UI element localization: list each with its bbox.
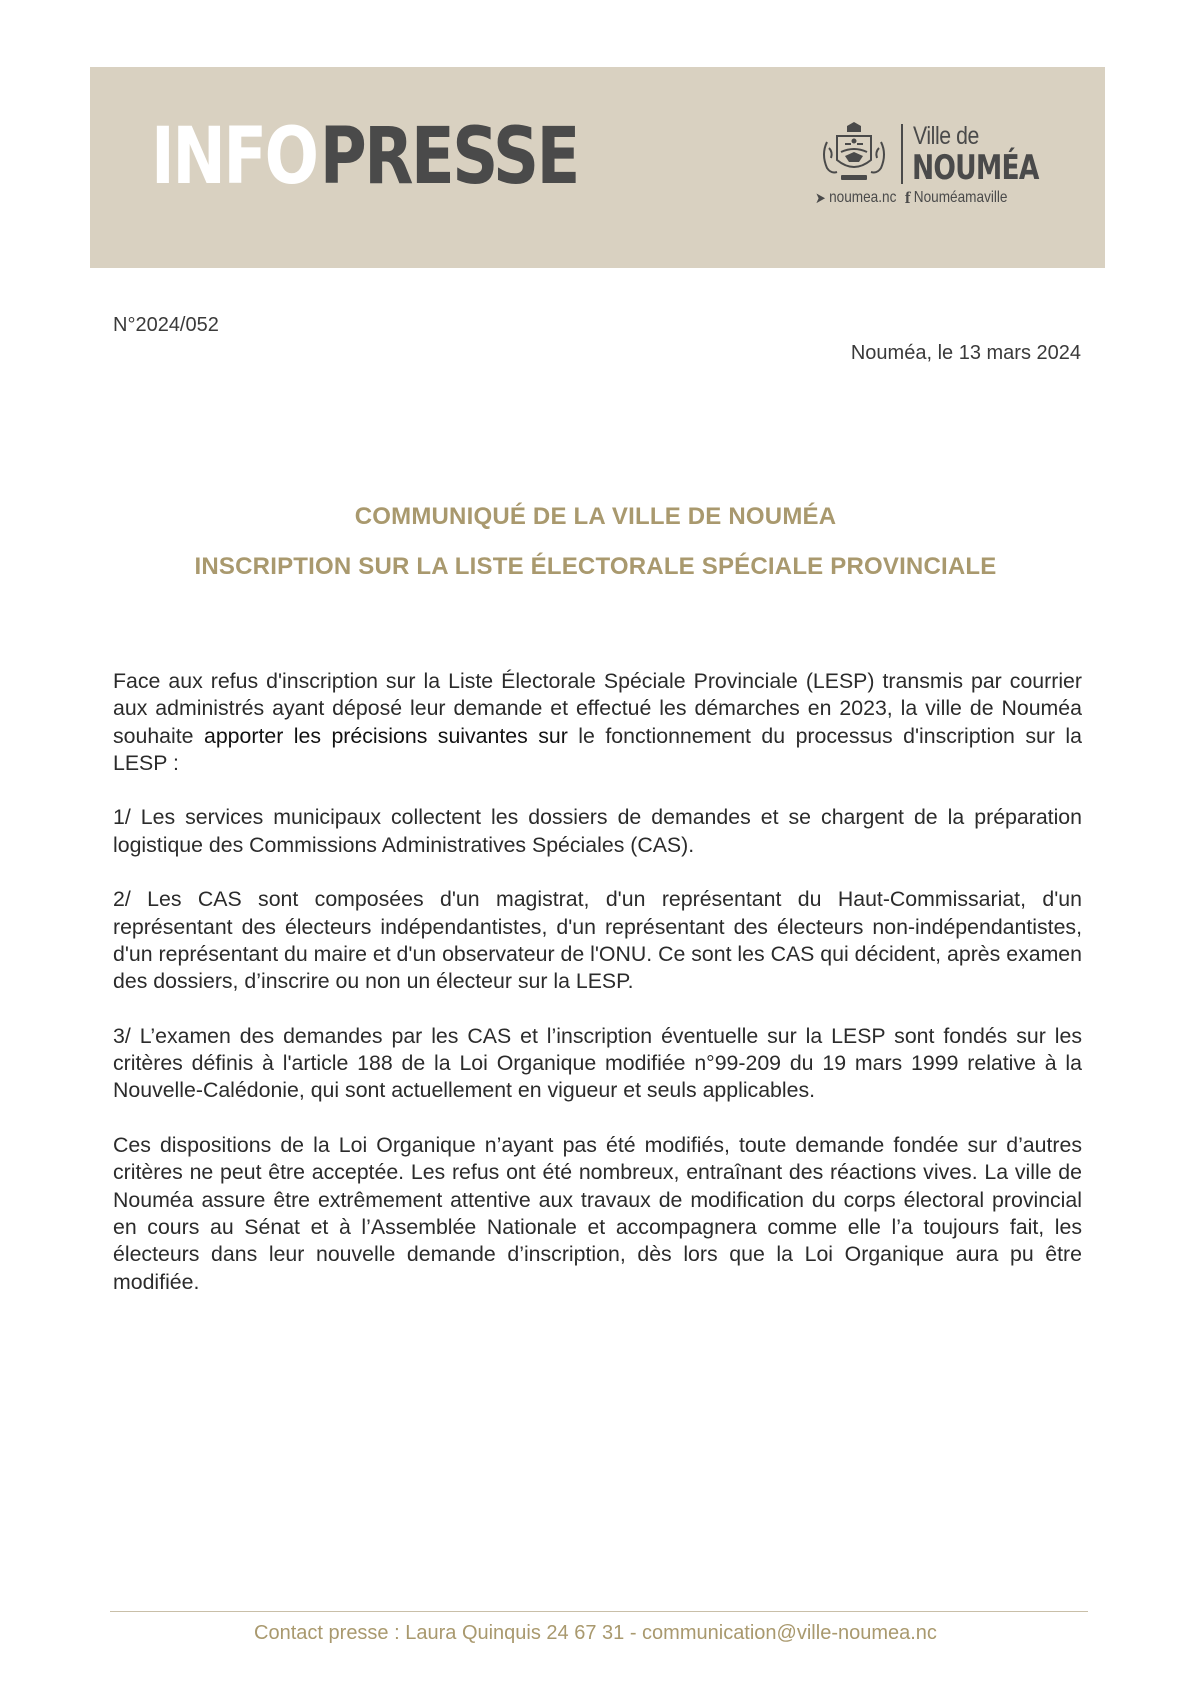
subject-title: INSCRIPTION SUR LA LISTE ÉLECTORALE SPÉCIALE PROVINCIALE — [194, 553, 997, 580]
press-release-body — [113, 668, 1082, 1323]
intro-text-start: Face aux refus d'inscription sur la Liste Électorale Spéciale Provinciale (LESP) transmis par courrier aux administrés ayant déposé leur demande et effectué les démarches en 2023, la ville de Nouméa souhaite — [113, 669, 1082, 748]
intro-text-end: le fonctionnement du processus d'inscription sur la LESP : — [113, 723, 1082, 775]
arrow-icon: ➤ — [815, 190, 826, 207]
info-presse-logo — [151, 112, 578, 202]
intro-emphasis: apporter les précisions suivantes sur — [203, 723, 568, 748]
ville-de-noumea-logo — [815, 122, 1065, 212]
footer-divider — [110, 1611, 1088, 1612]
communique-title: COMMUNIQUÉ DE LA VILLE DE NOUMÉA — [354, 503, 837, 530]
conclusion-paragraph: Ces dispositions de la Loi Organique n’ayant pas été modifiés, toute demande fondée sur d’autres critères ne peut être acceptée. Les refus ont été nombreux, entraînant des réactions vives. La ville de Nouméa assure être extrêmement attentive aux travaux de modification du corps électoral provincial en cours au Sénat et à l’Assemblée Nationale et accompagnera comme elle l’a toujours fait, les électeurs dans leur nouvelle demande d’inscription, dès lors que la Loi Organique aura pu être modifiée. — [113, 1133, 1082, 1294]
date-line: Nouméa, le 13 mars 2024 — [850, 342, 1081, 364]
point-2-paragraph: 2/ Les CAS sont composées d'un magistrat, d'un représentant du Haut-Commissariat, d'un représentant des électeurs indépendantistes, d'un représentant des électeurs non-indépendantistes, d'un représentant du maire et d'un observateur de l'ONU. Ce sont les CAS qui décident, après examen des dossiers, d’inscrire ou non un électeur sur la LESP. — [113, 887, 1082, 994]
intro-paragraph — [113, 668, 1082, 777]
brand-presse: PRESSE — [319, 112, 578, 202]
facebook-icon: f — [904, 189, 911, 207]
logo-divider — [901, 124, 903, 184]
point-1-paragraph: 1/ Les services municipaux collectent les dossiers de demandes et se chargent de la préparation logistique des Commissions Administratives Spéciales (CAS). — [113, 805, 1082, 857]
city-crest-icon — [815, 122, 893, 184]
logo-links — [815, 189, 1036, 207]
website-link[interactable]: noumea.nc — [829, 189, 897, 206]
facebook-link[interactable]: Nouméamaville — [913, 189, 1008, 206]
logo-noumea: NOUMÉA — [912, 148, 1039, 188]
brand-info: INFO — [151, 112, 317, 202]
logo-ville-de: Ville de — [913, 122, 979, 150]
press-contact: Contact presse : Laura Quinquis 24 67 31 - communication@ville-noumea.nc — [254, 1622, 937, 1644]
header-banner — [90, 67, 1105, 268]
reference-number: N°2024/052 — [113, 314, 219, 336]
point-3-paragraph: 3/ L’examen des demandes par les CAS et l’inscription éventuelle sur la LESP sont fondés sur les critères définis à l'article 188 de la Loi Organique modifiée n°99-209 du 19 mars 1999 relative à la Nouvelle-Calédonie, qui sont actuellement en vigueur et seuls applicables. — [113, 1023, 1082, 1103]
